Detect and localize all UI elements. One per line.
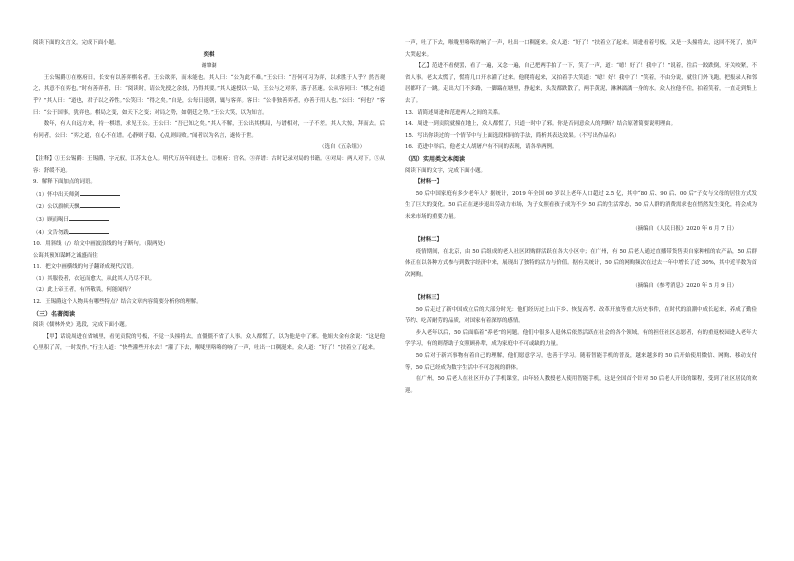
passage-paragraph: 数年，有人自远方来，持一棋谱，求见王公。王公曰：“吾已知之矣。”其人不解，王公出其棋局，与谱相对，一子不差。其人大惊，拜而去。后有问者，公曰：“弈之道，在心不在谱。心静则子稳，心乱则局败。”闻者以为名言，遂传于世。 [33, 121, 385, 139]
question-9-item: （4）文告勿践 [33, 227, 385, 240]
question-9: 9．解释下面加点的词语。 [33, 179, 96, 186]
question-11-item: （1）其服役者，衣冠而愈大，从此其人乃尽不识。 [33, 275, 156, 282]
question-14: 14．周进一到贡院就撞在地上，众人都慌了，只道一时中了邪。你是否同意众人的判断？结合原著简要说明理由。 [405, 121, 677, 128]
left-column [33, 38, 385, 355]
material-1-source: （摘编自《人民日报》2020 年 6 月 7 日） [632, 225, 737, 232]
answer-blank[interactable] [80, 189, 120, 196]
question-15: 15．写出你读过的一个情节中与上面选段相同的手法，简析其表达效果。（不写出作品名） [405, 132, 620, 139]
answer-blank[interactable] [69, 227, 109, 234]
novel-excerpt-a: 【甲】话说周进在省城里，看见贡院的号板，不觉一头撞将去，直僵僵不省了人事。众人都慌了，以为他是中了邪。他姐夫金有余说：“这是他心里积了苦，一时发作。”行主人道：“快些灌些开水去！”灌了下去，喉咙里咯咯的响了一声，吐出一口稠涎来。众人道：“好了！”扶着立了起来。 [33, 333, 385, 352]
material-3-paragraph: 50 后对于新兴事物有着自己的理解，他们愿意学习，也善于学习。随着智能手机的普及，越来越多的 50 后开始使用微信、网购、移动支付等，50 后已经成为数字生活中不可忽视的群体。 [405, 353, 757, 371]
answer-blank[interactable] [69, 214, 109, 221]
material-2-label: 【材料二】 [415, 237, 442, 244]
passage-paragraph: 王公锡爵①在枢府日，长安有以善弈棋名者。王公欲弈，而未能也。其人曰：“公为此不难。”王公曰：“吾何可习为弈，以求胜于人乎？然吾观之，其意不在弈也。”时有善弈者，曰：“阅读时，请公先授之余技，乃得其要。”其人遂授以一局，王公与之对弈，落子甚速。公从容问曰：“棋之有道乎？”其人曰：“道也，君子以之养性。”公笑曰：“得之矣。”自是，公每日退朝，辄与客弈。客曰：“公非独善弈者，亦善于用人也。”公曰：“何也？”客曰：“公于国事，犹弈也。棋局之变，如天下之变；对局之势，如朝廷之势。”王公大笑，以为知言。 [33, 74, 385, 116]
question-10: 10．用斜线（/）给文中画波浪线的句子断句。（限两处） [33, 241, 169, 248]
passage-author: 谢肇淛 [201, 63, 217, 70]
question-13: 13．请简述周进和范进两人之间的关系。 [405, 109, 504, 116]
question-12: 12．王锡爵这个人物具有哪些特点？结合文章内容简要分析你的理解。 [33, 299, 202, 306]
reading-intro: 阅读下面的文言文，完成下面小题。 [33, 40, 120, 46]
material-3-paragraph: 50 后走过了新中国成立后的大部分时光：他们经历过上山下乡、恢复高考、改革开放等重大历史事件，在时代的浪潮中成长起来，养成了勤俭节约、吃苦耐劳的品质，对国家有着深厚的感情。 [405, 306, 757, 325]
answer-blank[interactable] [80, 201, 120, 208]
section-3-intro: 阅读《儒林外史》选段，完成下面小题。 [33, 322, 131, 329]
passage-title: 奕棋 [203, 51, 215, 58]
question-16: 16．范进中举后，他老丈人胡屠户有不同的表现，请各举两例。 [405, 144, 558, 151]
material-2-source: （摘编自《参考消息》2020 年 5 月 9 日） [632, 283, 737, 290]
question-9-item: （1）怀中出天师剑 [33, 189, 385, 202]
question-9-item: （2）公以旗帜天飘 [33, 201, 385, 214]
question-10-text: 公诲其预知谋衅之诚盛而往 [33, 252, 98, 259]
question-11: 11．把文中画横线的句子翻译成现代汉语。 [33, 264, 137, 271]
material-3-paragraph: 步入老年以后，50 后面临着“养老”的问题。他们中很多人退休后依然活跃在社会的各个领域，有的担任社区志愿者，有的重返校园进入老年大学学习，有的则帮助子女照顾孙辈，成为家庭中不可或缺的力量。 [405, 329, 757, 348]
material-2-text: 疫情期间，在北京，由 50 后组成的老人社区团购群活跃在各大小区中；在广州，有 50 后老人通过直播带货售卖自家种植的农产品，50 后群体正在以各种方式参与到数字经济中来，展现出了独特的活力与价值。据有关统计，50 后的网购频次在过去一年中增长了近 30%，其中近半数为首次网购。 [405, 248, 757, 278]
right-column [405, 38, 757, 397]
passage-source: （选自《五杂俎》） [319, 144, 365, 151]
section-heading-3: （三）名著阅读 [33, 310, 76, 318]
material-3-paragraph: 在广州，50 后老人在社区开办了手机课堂，由年轻人教授老人使用智能手机，这是全国首个针对 50 后老人开设的课程，受到了社区居民的欢迎。 [405, 376, 757, 394]
novel-excerpt-a-continued: 一声，吐了下去，喉咙里咯咯的响了一声，吐出一口稠涎来。众人道：“好了！”扶着立了起来。周进看着号板，又是一头撞将去，这回不死了，放声大哭起来。 [405, 40, 757, 58]
material-1-text: 50 后中国家庭有多少老年人？据统计，2019 年全国 60 岁以上老年人口超过 2.5 亿，其中“80 后、90 后、00 后”子女与父母的居住方式发生了巨大的变化。50 后正在逐步退出劳动力市场，为子女照看孩子成为不少 50 后的生活常态，50 后人群的消费需求也在悄然发生变化，将会成为未来市场的重要力量。 [405, 190, 757, 220]
annotation-notes: 【注释】①王公锡爵：王锡爵，字元驭，江苏太仓人。明代万历年间进士。②枢府：官名。③弈谱：古时记录对局的书籍。④对局：两人对下。⑤从容：舒缓不迫。 [33, 155, 385, 174]
question-11-item: （2）此上帝王者，有所敬畏，何能闻传？ [33, 287, 134, 294]
material-3-label: 【材料三】 [415, 295, 442, 302]
novel-excerpt-b: 【乙】范进不看便罢，看了一遍，又念一遍，自己把两手拍了一下，笑了一声，道：“噫！好了！我中了！”说着，往后一跤跌倒，牙关咬紧，不省人事。老太太慌了，慌将几口开水灌了过来。他爬将起来，又拍着手大笑道：“噫！好！我中了！”笑着，不由分说，就往门外飞跑，把报录人和邻居都吓了一跳。走出大门不多路，一脚踹在塘里，挣起来，头发都跌散了，两手黄泥，淋淋漓漓一身的水。众人拉他不住，拍着笑着，一直走到集上去了。 [405, 63, 757, 104]
section-4-intro: 阅读下面的文字，完成下面小题。 [405, 167, 486, 174]
question-9-item: （3）顾而喝曰 [33, 214, 385, 227]
material-1-label: 【材料一】 [415, 179, 442, 186]
section-heading-4: （四）实用类文本阅读 [405, 155, 466, 163]
